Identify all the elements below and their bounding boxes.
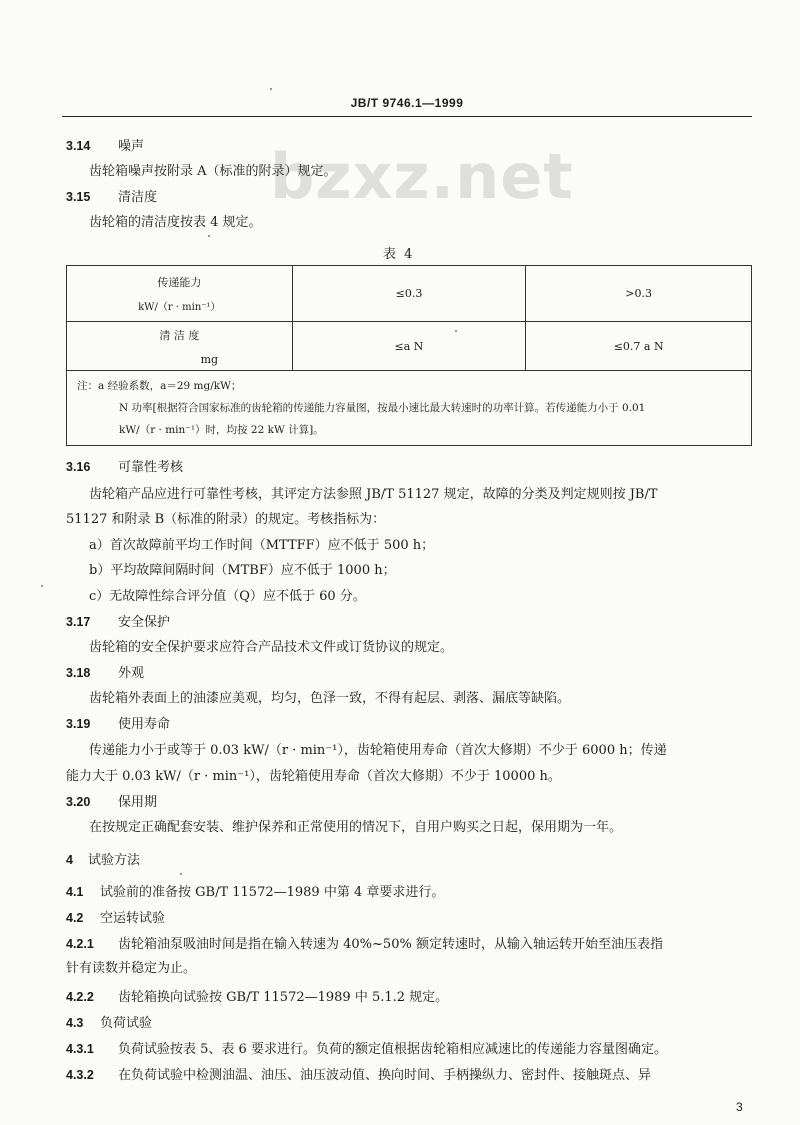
paragraph-line: 齿轮箱的安全保护要求应符合产品技术文件或订货协议的规定。: [89, 640, 454, 655]
paragraph-line: 齿轮箱外表面上的油漆应美观，均匀，色泽一致，不得有起层、剥落、漏底等缺陷。: [89, 691, 571, 706]
document-header: JB/T 9746.1—1999: [350, 96, 464, 110]
table-row: [67, 322, 752, 371]
paragraph-line: 51127 和附录 B（标准的附录）的规定。考核指标为：: [66, 512, 386, 527]
table-cell: ≤0.3: [292, 266, 526, 322]
section-3-18-heading: 3.18 外观: [66, 666, 145, 681]
scan-speck: [455, 330, 457, 332]
table-4: [66, 265, 752, 446]
header-rule: [62, 116, 752, 117]
paragraph-line: 传递能力小于或等于 0.03 kW/（r · min⁻¹），齿轮箱使用寿命（首次大修期）不少于 6000 h；传递: [89, 743, 667, 758]
section-3-15-heading: 3.15 清洁度: [66, 190, 158, 205]
section-3-14-body: 齿轮箱噪声按附录 A（标准的附录）规定。: [89, 164, 337, 179]
section-3-16-heading: 3.16 可靠性考核: [66, 460, 184, 475]
table-row: [67, 266, 752, 322]
paragraph-line: 齿轮箱产品应进行可靠性考核，其评定方法参照 JB/T 51127 规定，故障的分类及判定规则按 JB/T: [89, 487, 658, 502]
scan-speck: [41, 585, 43, 587]
table-cell: >0.3: [526, 266, 752, 322]
section-4-3-2: 4.3.2 在负荷试验中检测油温、油压、油压波动值、换向时间、手柄操纵力、密封件、接触斑点、异: [66, 1068, 652, 1083]
page-number: 3: [736, 1100, 743, 1114]
table-note: N 功率[根据符合国家标准的齿轮箱的传递能力容量图，按最小速比最大转速时的功率计算。若传递能力小于 0.01: [119, 402, 646, 414]
list-item: b）平均故障间隔时间（MTBF）应不低于 1000 h；: [89, 563, 396, 578]
section-4-3-heading: 4.3 负荷试验: [66, 1016, 153, 1031]
section-3-14-heading: 3.14 噪声: [66, 139, 145, 154]
section-4-2-2: 4.2.2 齿轮箱换向试验按 GB/T 11572—1989 中 5.1.2 规定。: [66, 990, 449, 1005]
table-notes: [67, 371, 752, 446]
paragraph-line: 针有读数并稳定为止。: [66, 961, 197, 976]
table-cell-label: 传递能力 kW/（r · min⁻¹）: [67, 266, 293, 322]
section-3-19-heading: 3.19 使用寿命: [66, 717, 171, 732]
list-item: c）无故障性综合评分值（Q）应不低于 60 分。: [89, 589, 366, 604]
section-4-heading: 4 试验方法: [66, 853, 141, 868]
section-3-15-body: 齿轮箱的清洁度按表 4 规定。: [89, 215, 262, 230]
paragraph-line: 能力大于 0.03 kW/（r · min⁻¹），齿轮箱使用寿命（首次大修期）不少于 10000 h。: [66, 769, 561, 784]
table-cell-label: 清 洁 度 mg: [67, 322, 293, 371]
list-item: a）首次故障前平均工作时间（MTTFF）应不低于 500 h；: [89, 538, 435, 553]
table-note: kW/（r · min⁻¹）时，均按 22 kW 计算]。: [119, 424, 324, 436]
scan-speck: [270, 88, 272, 90]
table-4-caption: 表 4: [383, 247, 415, 262]
table-cell: ≤a N: [292, 322, 526, 371]
table-notes-row: [67, 371, 752, 446]
section-4-2-heading: 4.2 空运转试验: [66, 911, 166, 926]
scan-speck: [208, 235, 210, 237]
section-3-17-heading: 3.17 安全保护: [66, 615, 171, 630]
table-note: 注：a 经验系数，a＝29 mg/kW；: [77, 380, 242, 392]
section-4-2-1: 4.2.1 齿轮箱油泵吸油时间是指在输入转速为 40%~50% 额定转速时，从输入轴运转开始至油压表指: [66, 937, 663, 952]
section-4-3-1: 4.3.1 负荷试验按表 5、表 6 要求进行。负荷的额定值根据齿轮箱相应减速比的传递能力容量图确定。: [66, 1042, 667, 1057]
paragraph-line: 在按规定正确配套安装、维护保养和正常使用的情况下，自用户购买之日起，保用期为一年。: [89, 820, 623, 835]
section-3-20-heading: 3.20 保用期: [66, 795, 158, 810]
section-4-1: 4.1 试验前的准备按 GB/T 11572—1989 中第 4 章要求进行。: [66, 885, 445, 900]
scan-speck: [180, 873, 182, 875]
watermark: bzxz.net: [270, 140, 574, 213]
table-cell: ≤0.7 a N: [526, 322, 752, 371]
